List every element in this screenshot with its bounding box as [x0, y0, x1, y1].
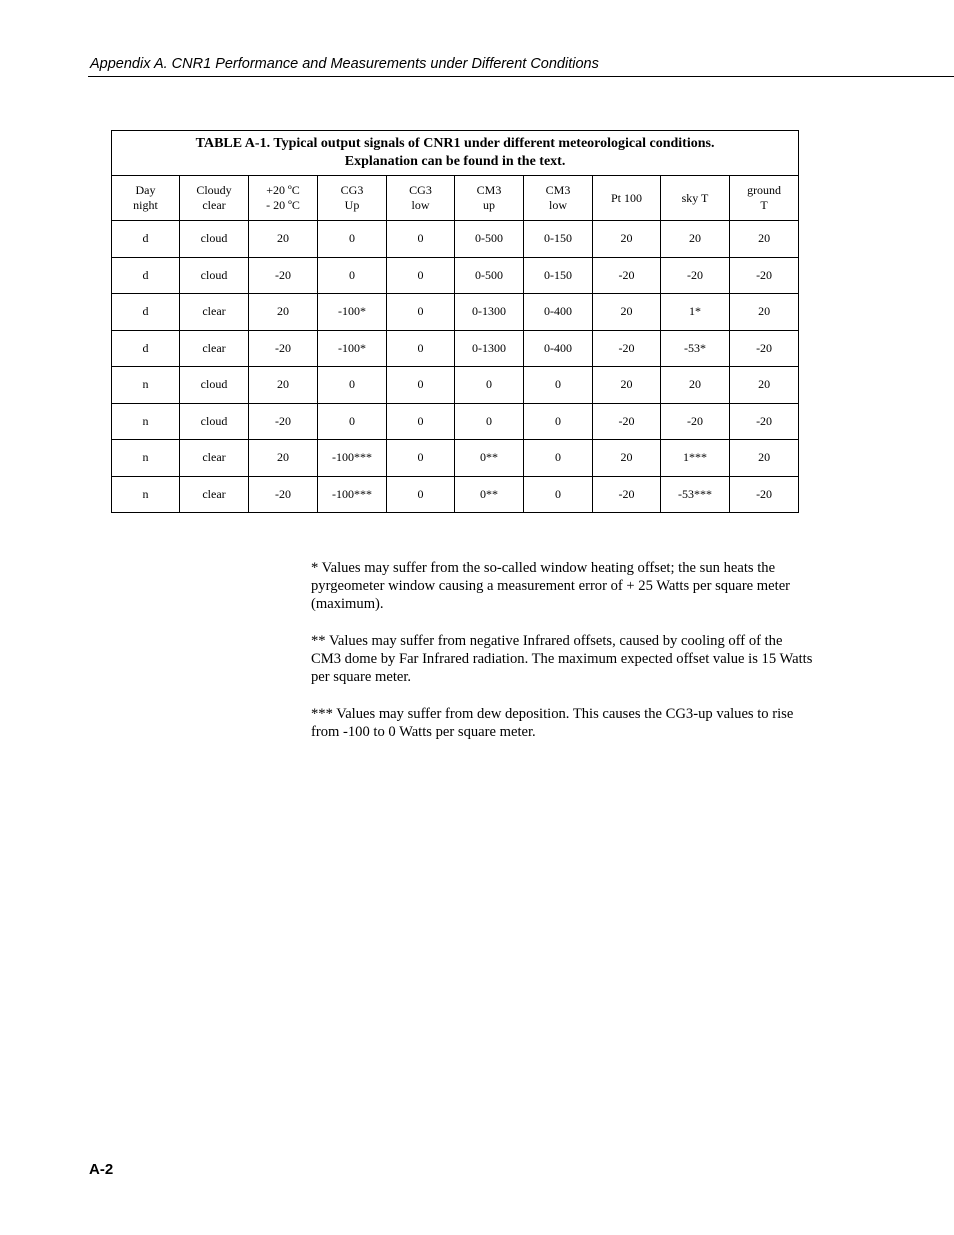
- table-cell: -20: [249, 257, 318, 294]
- table-row: [112, 367, 799, 404]
- table-cell: -20: [730, 476, 799, 513]
- table-cell: 20: [249, 440, 318, 477]
- table-cell: 20: [661, 367, 730, 404]
- table-row: [112, 440, 799, 477]
- header-rule: [88, 76, 954, 77]
- footnote-dew-deposition: *** Values may suffer from dew deposition. This causes the CG3-up values to rise from -100 to 0 Watts per square meter.: [311, 706, 794, 740]
- table-cell: -20: [730, 257, 799, 294]
- column-header: Pt 100: [593, 176, 661, 221]
- table-cell: 20: [249, 294, 318, 331]
- table-cell: 0-150: [524, 221, 593, 258]
- table-cell: clear: [180, 440, 249, 477]
- table-cell: d: [112, 221, 180, 258]
- table-cell: clear: [180, 294, 249, 331]
- table-cell: 0: [455, 367, 524, 404]
- table-cell: d: [112, 330, 180, 367]
- table-cell: 20: [593, 440, 661, 477]
- table-cell: d: [112, 257, 180, 294]
- table-cell: 20: [730, 440, 799, 477]
- table-cell: 20: [249, 367, 318, 404]
- table-cell: -53*: [661, 330, 730, 367]
- column-header: +20 ºC - 20 ºC: [249, 176, 318, 221]
- table-cell: -20: [593, 476, 661, 513]
- table-row: [112, 403, 799, 440]
- table-caption-line2: Explanation can be found in the text.: [344, 154, 566, 169]
- table-cell: -20: [661, 257, 730, 294]
- table-cell: -100***: [318, 440, 387, 477]
- table-cell: 0-1300: [455, 294, 524, 331]
- table-cell: 0: [318, 221, 387, 258]
- column-header: CM3 up: [455, 176, 524, 221]
- table-cell: -20: [249, 476, 318, 513]
- table-cell: -20: [593, 330, 661, 367]
- table-cell: clear: [180, 476, 249, 513]
- column-header: Cloudy clear: [180, 176, 249, 221]
- table-cell: 0: [524, 403, 593, 440]
- footnotes: [311, 559, 816, 760]
- footnote-infrared-offset: ** Values may suffer from negative Infrared offsets, caused by cooling off of the CM3 dome by Far Infrared radiation. The maximum expected offset value is 15 Watts per square meter.: [311, 633, 813, 685]
- table-cell: -20: [249, 330, 318, 367]
- table-cell: 0: [387, 403, 455, 440]
- table-cell: 20: [730, 367, 799, 404]
- table-row: [112, 221, 799, 258]
- table-cell: 20: [593, 294, 661, 331]
- table-cell: -53***: [661, 476, 730, 513]
- table-cell: -20: [593, 403, 661, 440]
- running-header-title: Appendix A. CNR1 Performance and Measurements under Different Conditions: [90, 56, 599, 72]
- table-cell: cloud: [180, 221, 249, 258]
- table-cell: 0: [387, 440, 455, 477]
- table-cell: 0: [387, 367, 455, 404]
- table-cell: 20: [249, 221, 318, 258]
- table-cell: -20: [593, 257, 661, 294]
- column-header: CG3 low: [387, 176, 455, 221]
- table-cell: 0: [524, 476, 593, 513]
- table-cell: 0**: [455, 476, 524, 513]
- table-cell: 0-150: [524, 257, 593, 294]
- table-cell: 0**: [455, 440, 524, 477]
- table-cell: 0: [387, 294, 455, 331]
- table-cell: 0-400: [524, 330, 593, 367]
- column-header: ground T: [730, 176, 799, 221]
- table-row: [112, 476, 799, 513]
- table-cell: 0: [318, 367, 387, 404]
- table-cell: -20: [730, 403, 799, 440]
- table-cell: 20: [730, 221, 799, 258]
- table-cell: 0-500: [455, 257, 524, 294]
- table-cell: clear: [180, 330, 249, 367]
- table-caption-line1: TABLE A-1. Typical output signals of CNR1 under different meteorological conditions.: [195, 136, 715, 151]
- table-cell: -20: [249, 403, 318, 440]
- column-header: CM3 low: [524, 176, 593, 221]
- table-cell: -100*: [318, 294, 387, 331]
- table-cell: 0: [524, 367, 593, 404]
- table-cell: -100***: [318, 476, 387, 513]
- column-header: Day night: [112, 176, 180, 221]
- table-caption: [112, 131, 799, 176]
- table-cell: n: [112, 476, 180, 513]
- table-row: [112, 294, 799, 331]
- table-cell: -100*: [318, 330, 387, 367]
- table-cell: 1***: [661, 440, 730, 477]
- table-cell: 0: [318, 257, 387, 294]
- table-cell: cloud: [180, 403, 249, 440]
- table-cell: 0: [387, 257, 455, 294]
- table-cell: -20: [730, 330, 799, 367]
- table-cell: 0: [387, 330, 455, 367]
- table-cell: n: [112, 403, 180, 440]
- table-cell: 0: [455, 403, 524, 440]
- table-cell: 0: [387, 221, 455, 258]
- table-cell: 0-500: [455, 221, 524, 258]
- table-cell: cloud: [180, 257, 249, 294]
- table-cell: -20: [661, 403, 730, 440]
- table-cell: 0-1300: [455, 330, 524, 367]
- output-signals-table: [111, 130, 799, 513]
- table-cell: 20: [593, 221, 661, 258]
- table-row: [112, 330, 799, 367]
- page-number: A-2: [89, 1161, 114, 1178]
- table-cell: d: [112, 294, 180, 331]
- table-cell: 0-400: [524, 294, 593, 331]
- table-cell: 0: [318, 403, 387, 440]
- table-header-row: [112, 176, 799, 221]
- table-cell: 0: [524, 440, 593, 477]
- table-cell: n: [112, 440, 180, 477]
- column-header: CG3 Up: [318, 176, 387, 221]
- table-row: [112, 257, 799, 294]
- table-cell: n: [112, 367, 180, 404]
- table-body: [112, 221, 799, 513]
- column-header: sky T: [661, 176, 730, 221]
- table-cell: 0: [387, 476, 455, 513]
- table-cell: cloud: [180, 367, 249, 404]
- table-cell: 20: [593, 367, 661, 404]
- table-cell: 20: [661, 221, 730, 258]
- footnote-window-heating: * Values may suffer from the so-called window heating offset; the sun heats the pyrgeometer window causing a measurement error of + 25 Watts per square meter (maximum).: [311, 560, 791, 612]
- table-cell: 20: [730, 294, 799, 331]
- table-cell: 1*: [661, 294, 730, 331]
